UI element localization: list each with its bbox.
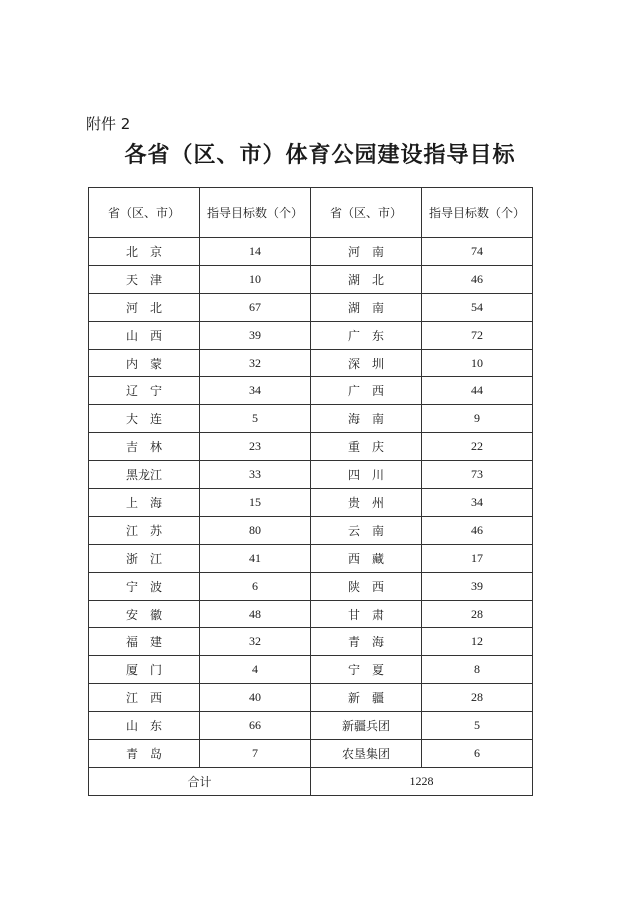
target-count-right: 10	[422, 349, 533, 377]
region-name-right: 广 西	[311, 377, 422, 405]
region-name-right: 陕 西	[311, 572, 422, 600]
target-count-right: 34	[422, 489, 533, 517]
table-row	[89, 321, 533, 349]
column-header-target-left: 指导目标数（个）	[200, 188, 311, 238]
target-count-right: 17	[422, 544, 533, 572]
region-name-right: 新 疆	[311, 684, 422, 712]
target-count-right: 28	[422, 684, 533, 712]
target-count-right: 39	[422, 572, 533, 600]
region-name-right: 甘 肃	[311, 600, 422, 628]
region-name-left: 青 岛	[89, 740, 200, 768]
region-name-right: 贵 州	[311, 489, 422, 517]
target-count-left: 66	[200, 712, 311, 740]
table-row	[89, 544, 533, 572]
region-name-left: 北 京	[89, 238, 200, 266]
table-row	[89, 712, 533, 740]
region-name-left: 江 西	[89, 684, 200, 712]
region-name-left: 辽 宁	[89, 377, 200, 405]
target-count-left: 40	[200, 684, 311, 712]
target-count-left: 33	[200, 461, 311, 489]
region-name-left: 浙 江	[89, 544, 200, 572]
total-row	[89, 767, 533, 795]
region-name-left: 福 建	[89, 628, 200, 656]
target-count-left: 67	[200, 293, 311, 321]
region-name-right: 湖 北	[311, 265, 422, 293]
table-row	[89, 656, 533, 684]
target-count-left: 10	[200, 265, 311, 293]
target-count-left: 7	[200, 740, 311, 768]
table-row	[89, 628, 533, 656]
target-count-right: 12	[422, 628, 533, 656]
target-count-right: 5	[422, 712, 533, 740]
target-count-left: 48	[200, 600, 311, 628]
target-count-right: 72	[422, 321, 533, 349]
target-count-left: 39	[200, 321, 311, 349]
target-count-right: 8	[422, 656, 533, 684]
region-name-right: 西 藏	[311, 544, 422, 572]
region-name-left: 上 海	[89, 489, 200, 517]
region-name-left: 山 东	[89, 712, 200, 740]
total-label: 合计	[89, 767, 311, 795]
region-name-right: 重 庆	[311, 433, 422, 461]
region-name-right: 新疆兵团	[311, 712, 422, 740]
target-count-right: 9	[422, 405, 533, 433]
table-row	[89, 489, 533, 517]
table-header-row	[89, 188, 533, 238]
target-count-left: 4	[200, 656, 311, 684]
target-count-left: 15	[200, 489, 311, 517]
region-name-left: 河 北	[89, 293, 200, 321]
region-name-left: 内 蒙	[89, 349, 200, 377]
targets-table	[88, 187, 533, 796]
table-row	[89, 377, 533, 405]
table-row	[89, 433, 533, 461]
region-name-left: 黑龙江	[89, 461, 200, 489]
region-name-left: 大 连	[89, 405, 200, 433]
target-count-right: 73	[422, 461, 533, 489]
table-row	[89, 461, 533, 489]
column-header-target-right: 指导目标数（个）	[422, 188, 533, 238]
target-count-left: 23	[200, 433, 311, 461]
table-row	[89, 740, 533, 768]
target-count-left: 6	[200, 572, 311, 600]
column-header-region-left: 省（区、市）	[89, 188, 200, 238]
target-count-left: 80	[200, 516, 311, 544]
total-value: 1228	[311, 767, 533, 795]
target-count-left: 32	[200, 349, 311, 377]
table-row	[89, 684, 533, 712]
region-name-right: 河 南	[311, 238, 422, 266]
table-row	[89, 600, 533, 628]
target-count-left: 41	[200, 544, 311, 572]
region-name-right: 农垦集团	[311, 740, 422, 768]
region-name-right: 海 南	[311, 405, 422, 433]
target-count-right: 74	[422, 238, 533, 266]
region-name-right: 深 圳	[311, 349, 422, 377]
target-count-right: 28	[422, 600, 533, 628]
region-name-right: 宁 夏	[311, 656, 422, 684]
target-count-left: 34	[200, 377, 311, 405]
target-count-right: 44	[422, 377, 533, 405]
attachment-label: 附件 2	[86, 115, 131, 133]
region-name-right: 四 川	[311, 461, 422, 489]
target-count-right: 54	[422, 293, 533, 321]
target-count-right: 6	[422, 740, 533, 768]
table-row	[89, 405, 533, 433]
region-name-right: 广 东	[311, 321, 422, 349]
table-row	[89, 516, 533, 544]
table-row	[89, 293, 533, 321]
region-name-left: 江 苏	[89, 516, 200, 544]
region-name-left: 宁 波	[89, 572, 200, 600]
column-header-region-right: 省（区、市）	[311, 188, 422, 238]
region-name-right: 湖 南	[311, 293, 422, 321]
region-name-right: 云 南	[311, 516, 422, 544]
target-count-right: 22	[422, 433, 533, 461]
target-count-left: 5	[200, 405, 311, 433]
region-name-right: 青 海	[311, 628, 422, 656]
region-name-left: 吉 林	[89, 433, 200, 461]
table-row	[89, 265, 533, 293]
target-count-left: 32	[200, 628, 311, 656]
table-row	[89, 572, 533, 600]
table-row	[89, 349, 533, 377]
target-count-right: 46	[422, 516, 533, 544]
region-name-left: 安 徽	[89, 600, 200, 628]
region-name-left: 厦 门	[89, 656, 200, 684]
region-name-left: 天 津	[89, 265, 200, 293]
document-title: 各省（区、市）体育公园建设指导目标	[124, 143, 516, 168]
target-count-left: 14	[200, 238, 311, 266]
table-row	[89, 238, 533, 266]
region-name-left: 山 西	[89, 321, 200, 349]
target-count-right: 46	[422, 265, 533, 293]
